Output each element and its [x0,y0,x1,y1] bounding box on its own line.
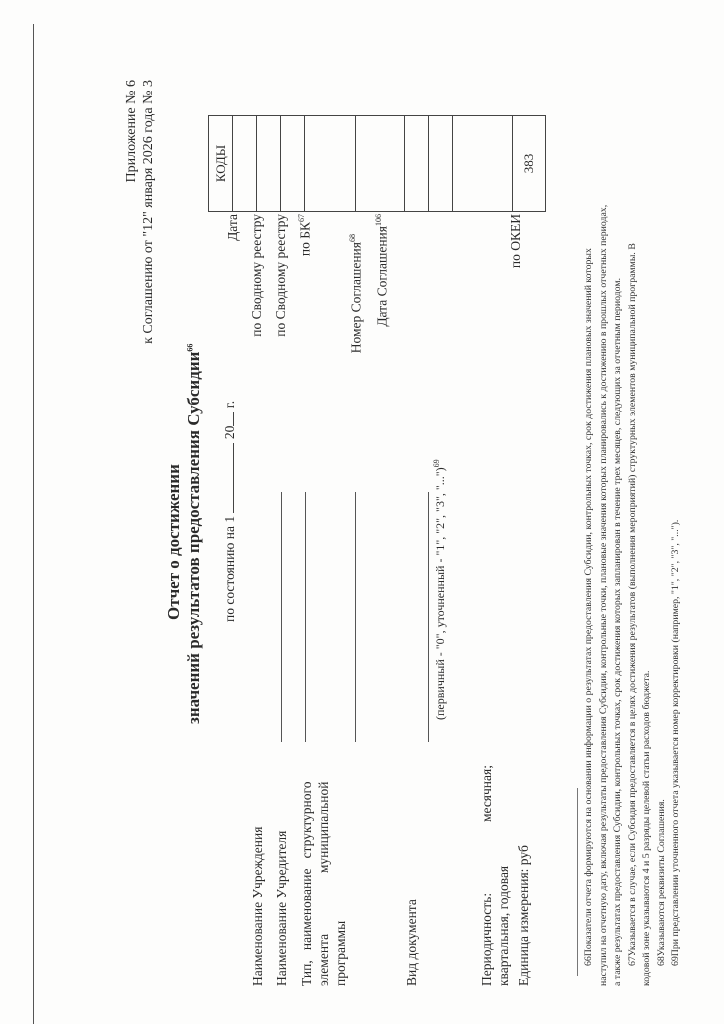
footnote-67-line2: кодовой зоне указываются 4 и 5 разряды целевой статьи расходов бюджета. [641,670,652,986]
as-of-date [222,401,238,622]
label-agreement-number-text: Номер Соглашения [348,242,364,354]
institution-input-line[interactable] [281,492,282,742]
footnote-67 [626,46,655,986]
codes-header: КОДЫ [209,116,233,212]
codes-table [208,115,546,212]
code-agreement-date[interactable] [405,116,429,212]
footnote-66-line1: Показатели отчета формируются на основании информации о результатах предоставления Субсидии, контрольных точках, срок достижения плановых значений которых [583,248,594,957]
founder-input-line[interactable] [305,492,306,742]
label-periodicity-line1: Периодичность: месячная; [479,765,494,986]
label-bk [297,214,314,256]
label-date: Дата [225,214,240,241]
title-footnote-ref: 66 [185,343,195,352]
label-bk-text: по БК [297,222,313,257]
code-doc-type[interactable] [453,116,513,212]
doc-type-footnote-ref: 69 [432,459,441,468]
program-input-line[interactable] [355,492,356,742]
agreement-number-footnote-ref: 68 [348,234,357,242]
footnote-68 [655,46,670,986]
label-agreement-number [348,234,365,353]
doc-type-hint-text: (первичный - "0", уточненный - "1", "2", "3", "...") [433,467,447,720]
footnote-66-line2: наступил на отчетную дату, включая результаты предоставления Субсидии, контрольные точки, плановые значения которых планировались к достижению в прошлых отчетных периодах, [597,204,609,986]
footnote-68-line1: Указываются реквизиты Соглашения. [655,799,667,957]
as-of-suffix: г. [222,400,237,409]
label-okei: по ОКЕИ [508,214,523,269]
agreement-date-footnote-ref: 106 [374,214,383,226]
report-title-text: значений результатов предоставления Субсидии [184,351,203,724]
label-periodicity-line2: квартальная, годовая [496,865,511,986]
as-of-prefix: по состоянию на 1 [222,515,237,622]
bk-footnote-ref: 67 [297,214,306,222]
footnote-69 [669,46,684,986]
appendix-number: Приложение № 6 [124,80,139,183]
footnote-69-num: 69 [670,956,681,966]
footnote-67-line1: Указывается в случае, если Субсидия предоставляется в целях достижения результатов (выполнения мероприятий) структурных элементов муниципальной программы. В [626,243,638,957]
footnote-66 [582,46,626,986]
code-extra[interactable] [429,116,453,212]
doc-type-input-line[interactable] [428,492,429,742]
label-unit: Единица измерения: руб [516,845,531,986]
page-top-rule [33,24,34,1024]
doc-type-hint [432,459,448,720]
label-program-line3: программы [333,920,348,986]
code-date[interactable] [233,116,257,212]
appendix-agreement-ref: к Соглашению от "12" января 2026 года № 3 [141,80,156,344]
code-okei: 383 [513,116,546,212]
label-agreement-date-text: Дата Соглашения [374,226,390,327]
footnote-separator [577,788,578,976]
label-program-line2: элемента муниципальной [316,781,331,986]
footnotes [582,46,684,986]
footnote-68-num: 68 [655,956,667,966]
label-registry-founder: по Сводному реестру [273,214,288,337]
footnote-69-line1: При представлении уточненного отчета указывается номер корректировки (например, "1", "2", "3", "..."). [670,519,681,957]
footnote-66-line3: а также результатах предоставления Субсидии, контрольных точках, срок достижения которых запланирован в течение трех месяцев, следующих за отчетным периодом. [612,277,623,986]
report-title-line2 [184,344,204,724]
label-program-line1: Тип, наименование структурного [299,781,314,986]
footnote-67-num: 67 [626,956,638,966]
as-of-year-blank[interactable] [233,412,234,426]
code-registry-founder[interactable] [281,116,305,212]
label-doc-type: Вид документа [404,899,419,986]
label-founder: Наименование Учредителя [274,830,289,986]
label-agreement-date [374,214,391,327]
code-agreement-number[interactable] [356,116,405,212]
label-program [298,746,349,986]
label-institution: Наименование Учреждения [250,826,265,986]
report-title-line1: Отчет о достижении [164,464,183,620]
as-of-day-blank[interactable] [233,443,234,513]
label-periodicity [478,765,512,986]
as-of-year-prefix: 20 [222,425,237,440]
code-bk[interactable] [305,116,356,212]
code-registry-institution[interactable] [257,116,281,212]
footnote-66-num: 66 [583,956,594,966]
label-registry-institution: по Сводному реестру [249,214,264,337]
